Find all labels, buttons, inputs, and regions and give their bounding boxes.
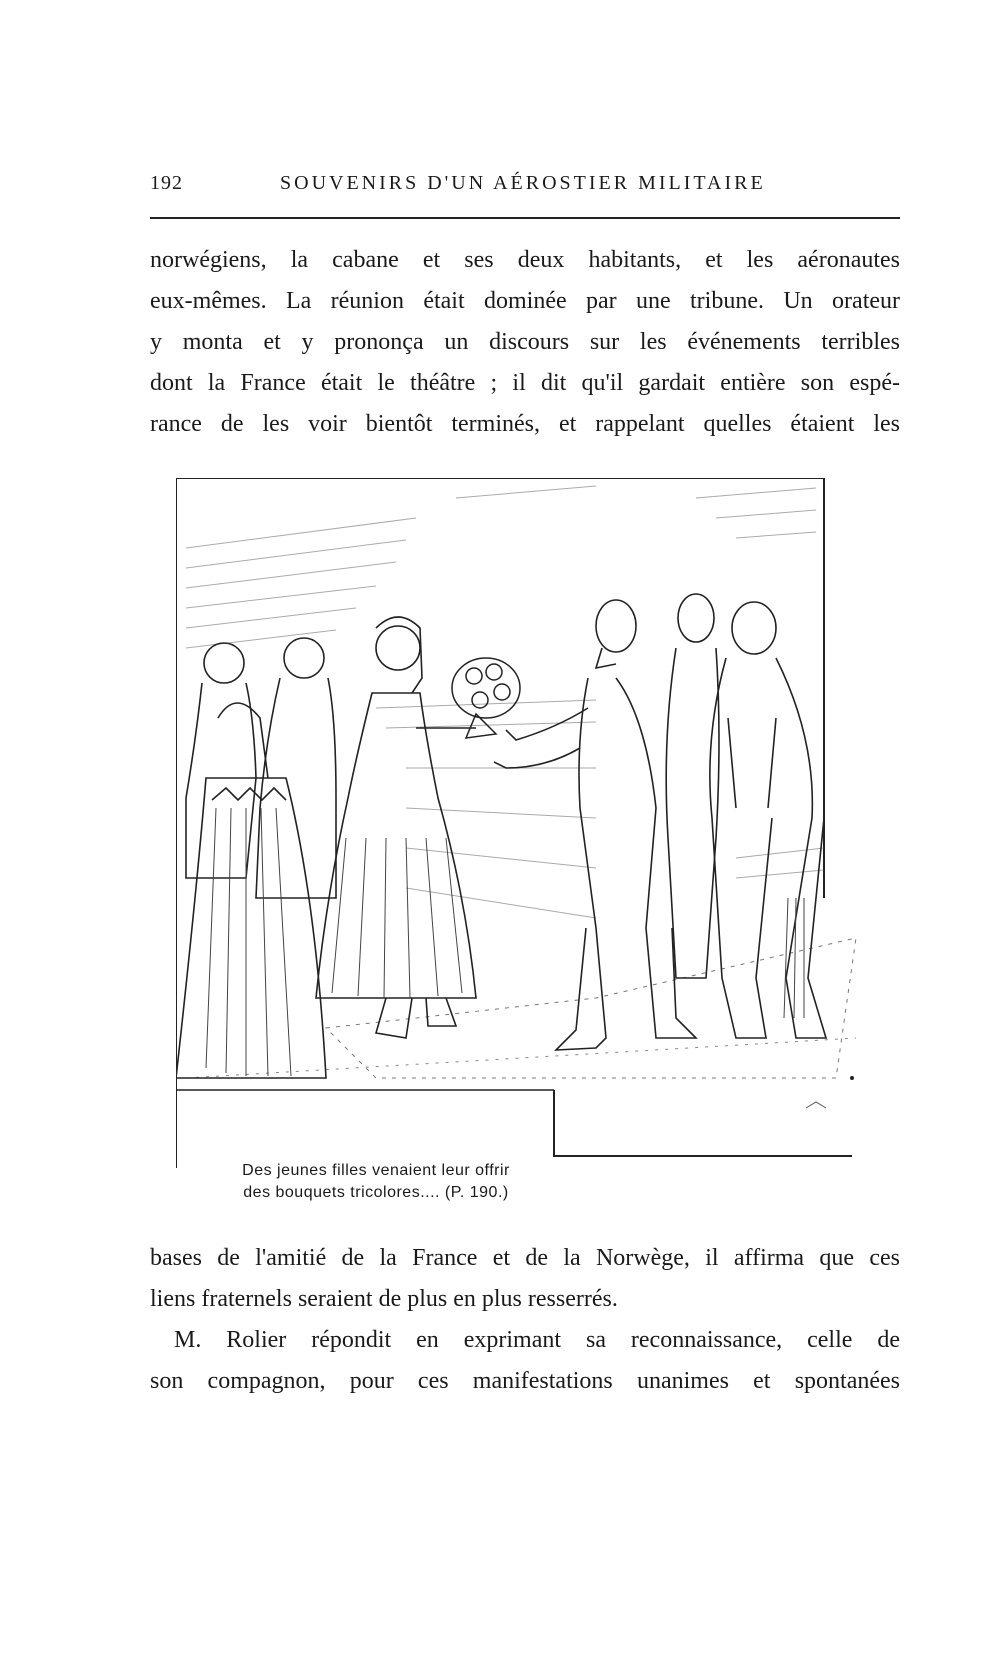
text-line: norwégiens, la cabane et ses deux habitants, et les aéronautes bbox=[150, 247, 900, 273]
men-figures bbox=[494, 594, 826, 1050]
text-line: bases de l'amitié de la France et de la Norwège, il affirma que ces bbox=[150, 1245, 900, 1271]
caption-line: Des jeunes filles venaient leur offrir bbox=[242, 1162, 510, 1179]
header-rule bbox=[150, 217, 900, 219]
caption-line: des bouquets tricolores.... (P. 190.) bbox=[243, 1184, 509, 1201]
illustration-caption bbox=[176, 1160, 576, 1204]
women-figures bbox=[176, 617, 476, 1078]
text-line: liens fraternels seraient de plus en plus resserrés. bbox=[150, 1286, 618, 1312]
bottom-paragraphs bbox=[150, 1238, 900, 1402]
text-line: dont la France était le théâtre ; il dit qu'il gardait entière son espé- bbox=[150, 370, 900, 396]
text-line: rance de les voir bientôt terminés, et rappelant quelles étaient les bbox=[150, 411, 900, 437]
text-line: y monta et y prononça un discours sur les événements terribles bbox=[150, 329, 900, 355]
running-title: SOUVENIRS D'UN AÉROSTIER MILITAIRE bbox=[280, 172, 766, 194]
page-number: 192 bbox=[150, 172, 183, 194]
engraving-illustration bbox=[176, 478, 876, 1168]
text-line: son compagnon, pour ces manifestations unanimes et spontanées bbox=[150, 1368, 900, 1394]
text-line: eux-mêmes. La réunion était dominée par une tribune. Un orateur bbox=[150, 288, 900, 314]
running-header bbox=[150, 166, 900, 206]
text-line: M. Rolier répondit en exprimant sa reconnaissance, celle de bbox=[174, 1327, 900, 1353]
top-paragraph bbox=[150, 240, 900, 445]
